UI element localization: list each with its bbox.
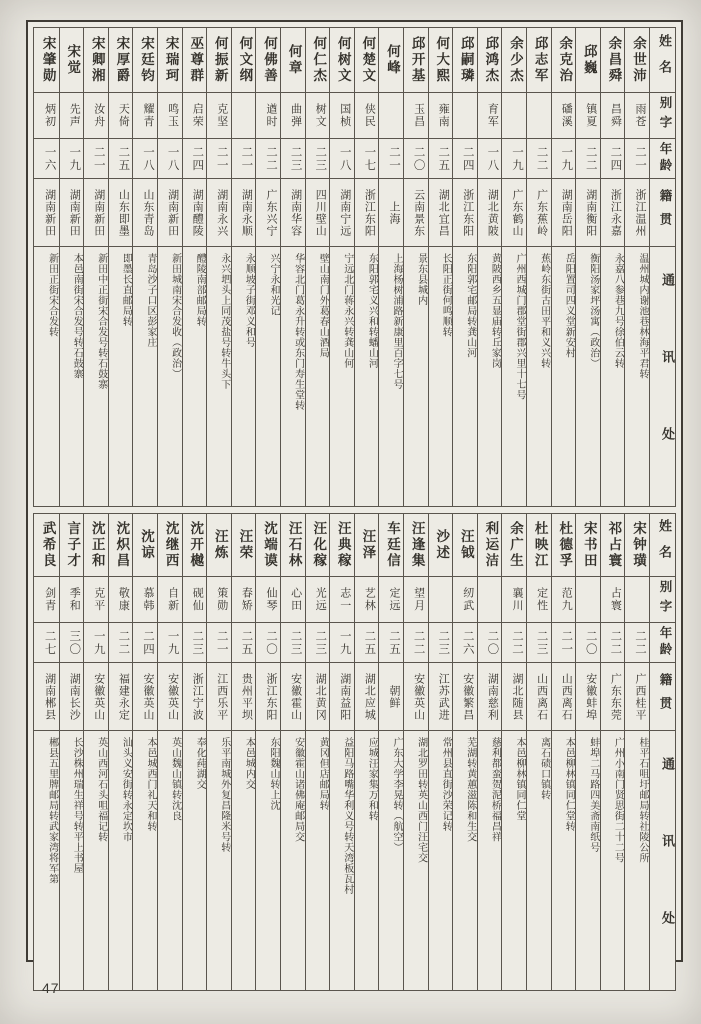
cell-age: 二三 (280, 622, 305, 662)
cell-name: 何章 (280, 28, 305, 92)
cell-native: 广东东莞 (600, 662, 625, 730)
column-header-native: 籍贯 (649, 662, 675, 730)
cell-name: 宋卿湘 (83, 28, 108, 92)
cell-age: 一八 (329, 138, 354, 178)
cell-age: 二一 (624, 138, 649, 178)
cell-zi: 心田 (280, 576, 305, 622)
cell-address: 永嘉八参巷九号徐伯云转 (600, 246, 625, 506)
cell-age: 二一 (378, 138, 403, 178)
cell-address: 应城汪家集万和转 (354, 730, 379, 990)
cell-age: 二四 (600, 138, 625, 178)
cell-address: 长沙株州瑞生祥号转平上书屋 (59, 730, 84, 990)
cell-zi: 天倚 (108, 92, 133, 138)
cell-name: 汪钺 (452, 514, 477, 576)
cell-zi (428, 576, 453, 622)
cell-native: 安徽英山 (157, 662, 182, 730)
cell-native: 湖南长沙 (59, 662, 84, 730)
cell-name: 宋廷钧 (132, 28, 157, 92)
cell-zi: 定性 (526, 576, 551, 622)
cell-native: 广东蕉岭 (526, 178, 551, 246)
cell-name: 汪荣 (231, 514, 256, 576)
cell-address: 黄冈但店邮局转 (305, 730, 330, 990)
cell-native: 江西乐平 (206, 662, 231, 730)
cell-age: 二三 (280, 138, 305, 178)
cell-zi (378, 92, 403, 138)
cell-age: 一九 (59, 138, 84, 178)
cell-native: 湖南慈利 (477, 662, 502, 730)
cell-zi: 季和 (59, 576, 84, 622)
cell-age: 二二 (255, 138, 280, 178)
cell-native: 云南景东 (403, 178, 428, 246)
cell-native: 湖南新田 (34, 178, 59, 246)
cell-name: 汪炼 (206, 514, 231, 576)
cell-native: 湖南新田 (83, 178, 108, 246)
cell-age: 一九 (551, 138, 576, 178)
cell-age: 二三 (305, 138, 330, 178)
cell-address: 蚌埠二马路四美斋南纸号 (575, 730, 600, 990)
cell-age: 二二 (403, 622, 428, 662)
cell-age: 一六 (34, 138, 59, 178)
cell-zi: 启荣 (182, 92, 207, 138)
cell-address: 益阳马路嘴华利义号转天湾板瓦村 (329, 730, 354, 990)
cell-name: 汪化稼 (305, 514, 330, 576)
cell-zi: 鸣玉 (157, 92, 182, 138)
cell-address: 东阳郭宅邮局转龚山河 (452, 246, 477, 506)
cell-zi: 雍南 (428, 92, 453, 138)
cell-name: 杜德孚 (551, 514, 576, 576)
cell-zi: 光远 (305, 576, 330, 622)
cell-name: 汪逢集 (403, 514, 428, 576)
cell-zi: 树文 (305, 92, 330, 138)
column-header-address: 通讯处 (649, 730, 675, 990)
cell-name: 沙述 (428, 514, 453, 576)
cell-age: 一九 (83, 622, 108, 662)
cell-native: 湖南新田 (59, 178, 84, 246)
cell-age: 二一 (206, 622, 231, 662)
cell-name: 宋瑞珂 (157, 28, 182, 92)
cell-native: 山西离石 (551, 662, 576, 730)
cell-zi: 镇夏 (575, 92, 600, 138)
cell-name: 言子才 (59, 514, 84, 576)
cell-age: 一九 (329, 622, 354, 662)
cell-address: 东阳郭宅义兴和转蟠山河 (354, 246, 379, 506)
cell-address: 常州县直街沙荣记转 (428, 730, 453, 990)
cell-name: 邱鸿杰 (477, 28, 502, 92)
cell-address: 蕉岭东街古田平和义兴转 (526, 246, 551, 506)
cell-name: 利运洁 (477, 514, 502, 576)
cell-name: 沈继西 (157, 514, 182, 576)
column-header-age: 年龄 (649, 622, 675, 662)
cell-name: 何楚文 (354, 28, 379, 92)
column-header-native: 籍贯 (649, 178, 675, 246)
cell-zi: 育军 (477, 92, 502, 138)
cell-zi: 仙琴 (255, 576, 280, 622)
cell-address: 慈利都蛮贺泥桥福昌祥 (477, 730, 502, 990)
cell-zi: 曲弹 (280, 92, 305, 138)
cell-address: 湖北罗田转英山西门汪宅交 (403, 730, 428, 990)
cell-address: 青岛沙子口区彭家庄 (132, 246, 157, 506)
cell-zi (575, 576, 600, 622)
column-header-zi: 别字 (649, 92, 675, 138)
cell-name: 车廷信 (378, 514, 403, 576)
cell-native: 安徽繁昌 (452, 662, 477, 730)
cell-zi (501, 92, 526, 138)
cell-name: 杜映江 (526, 514, 551, 576)
cell-address: 本邑南街宋合发号转石鼓寨 (59, 246, 84, 506)
cell-address: 广东大学李晃转（航空） (378, 730, 403, 990)
cell-age: 二〇 (477, 622, 502, 662)
cell-native: 浙江东阳 (452, 178, 477, 246)
cell-age: 二二 (526, 138, 551, 178)
cell-age: 二四 (132, 622, 157, 662)
cell-address: 岳阳置司四义堂新安村 (551, 246, 576, 506)
cell-address: 广州小南门贤思街二十二号 (600, 730, 625, 990)
cell-name: 汪泽 (354, 514, 379, 576)
cell-address: 英山西河石头咀福记转 (83, 730, 108, 990)
cell-zi: 克坚 (206, 92, 231, 138)
cell-native: 安徽英山 (403, 662, 428, 730)
cell-name: 邱巍 (575, 28, 600, 92)
cell-native: 浙江东阳 (354, 178, 379, 246)
cell-zi: 襄川 (501, 576, 526, 622)
column-header-name: 姓名 (649, 514, 675, 576)
cell-age: 一七 (354, 138, 379, 178)
cell-native: 山西离石 (526, 662, 551, 730)
cell-name: 何峰 (378, 28, 403, 92)
cell-address: 汕头义安街转永定坎市 (108, 730, 133, 990)
cell-age: 二三 (526, 622, 551, 662)
cell-age: 二五 (378, 622, 403, 662)
cell-native: 福建永定 (108, 662, 133, 730)
cell-zi: 敬康 (108, 576, 133, 622)
cell-age: 二三 (182, 622, 207, 662)
cell-zi: 炳初 (34, 92, 59, 138)
column-header-address: 通讯处 (649, 246, 675, 506)
cell-native: 湖南新田 (157, 178, 182, 246)
cell-native: 湖南宁远 (329, 178, 354, 246)
cell-native: 浙江永嘉 (600, 178, 625, 246)
cell-age: 二三 (428, 622, 453, 662)
cell-name: 余少杰 (501, 28, 526, 92)
cell-name: 宋钟璜 (624, 514, 649, 576)
cell-zi (526, 92, 551, 138)
cell-age: 二五 (428, 138, 453, 178)
cell-native: 湖北黄陂 (477, 178, 502, 246)
cell-name: 沈谅 (132, 514, 157, 576)
cell-native: 湖南郴县 (34, 662, 59, 730)
cell-zi: 遒时 (255, 92, 280, 138)
cell-name: 巫尊群 (182, 28, 207, 92)
column-header-age: 年龄 (649, 138, 675, 178)
cell-address: 本邑柳林镇同仁堂转 (551, 730, 576, 990)
cell-zi: 雨苍 (624, 92, 649, 138)
cell-address: 乐平南城外复昌隆米号转 (206, 730, 231, 990)
cell-native: 湖北随县 (501, 662, 526, 730)
cell-name: 沈炽昌 (108, 514, 133, 576)
page-number: 47 (42, 980, 60, 996)
cell-age: 二三 (305, 622, 330, 662)
cell-native: 湖南益阳 (329, 662, 354, 730)
cell-age: 二四 (182, 138, 207, 178)
cell-zi: 范九 (551, 576, 576, 622)
cell-name: 武希良 (40, 521, 56, 569)
cell-zi: 剑青 (34, 576, 59, 622)
cell-age: 二五 (231, 622, 256, 662)
cell-address: 本邑城内交 (231, 730, 256, 990)
cell-zi (477, 576, 502, 622)
cell-address: 广州西城门郡堂街郡兴里十七号 (501, 246, 526, 506)
cell-age: 二二 (600, 622, 625, 662)
cell-age: 二一 (206, 138, 231, 178)
cell-zi: 耀青 (132, 92, 157, 138)
cell-zi: 望月 (403, 576, 428, 622)
cell-address: 华容北门葛永升转或东门寿生堂转 (280, 246, 305, 506)
cell-zi: 侠民 (354, 92, 379, 138)
cell-zi: 国桢 (329, 92, 354, 138)
cell-native: 安徽英山 (132, 662, 157, 730)
cell-native: 四川壁山 (305, 178, 330, 246)
cell-zi: 砚仙 (182, 576, 207, 622)
cell-name: 宋书田 (575, 514, 600, 576)
cell-age: 二一 (231, 138, 256, 178)
cell-zi: 占寰 (600, 576, 625, 622)
cell-native: 浙江宁波 (182, 662, 207, 730)
cell-name: 沈端谟 (255, 514, 280, 576)
cell-address: 英山魏山镇转沈良 (157, 730, 182, 990)
cell-native: 湖南华容 (280, 178, 305, 246)
cell-zi: 艺林 (354, 576, 379, 622)
cell-address: 本邑柳林镇同仁堂 (501, 730, 526, 990)
cell-age: 二一 (551, 622, 576, 662)
cell-age: 一九 (157, 622, 182, 662)
cell-native: 江苏武进 (428, 662, 453, 730)
cell-native: 山东青岛 (132, 178, 157, 246)
cell-address: 本邑城西门礼天和转 (132, 730, 157, 990)
cell-age: 二一 (83, 138, 108, 178)
cell-zi: 昌舜 (600, 92, 625, 138)
cell-age: 二四 (452, 138, 477, 178)
cell-address: 温州城内谢池巷林海平君转 (624, 246, 649, 506)
cell-age: 二二 (624, 622, 649, 662)
cell-native: 安徽蚌埠 (575, 662, 600, 730)
cell-native: 湖南永兴 (206, 178, 231, 246)
cell-name: 何大熙 (428, 28, 453, 92)
cell-native: 湖南永顺 (231, 178, 256, 246)
cell-address: 兴宁永和光记 (255, 246, 280, 506)
cell-zi (231, 92, 256, 138)
cell-native: 广西桂平 (624, 662, 649, 730)
cell-native: 安徽英山 (83, 662, 108, 730)
cell-age: 一八 (477, 138, 502, 178)
cell-address: 新田城南宋合发收（政治） (157, 246, 182, 506)
directory-table-top (33, 27, 676, 507)
cell-address: 芜湖转黄蕙滋陈和生交 (452, 730, 477, 990)
cell-native: 湖南醴陵 (182, 178, 207, 246)
cell-name: 何树文 (329, 28, 354, 92)
cell-name: 余世沛 (624, 28, 649, 92)
cell-address: 新田中正街宋合发号转石鼓寨 (83, 246, 108, 506)
cell-address: 新田正街宋合发转 (34, 246, 59, 506)
cell-native: 浙江东阳 (255, 662, 280, 730)
cell-name: 邱开基 (403, 28, 428, 92)
cell-native: 山东即墨 (108, 178, 133, 246)
cell-age: 二〇 (575, 622, 600, 662)
cell-name: 余广生 (501, 514, 526, 576)
cell-address: 上海杨树浦路新康里百字七号 (378, 246, 403, 506)
cell-native: 安徽霍山 (280, 662, 305, 730)
cell-address: 桂平石咀圩邮局转社陵公所 (624, 730, 649, 990)
cell-age: 一八 (132, 138, 157, 178)
cell-native: 上海 (378, 178, 403, 246)
cell-age: 二五 (108, 138, 133, 178)
cell-zi: 志一 (329, 576, 354, 622)
cell-name: 沈开樾 (182, 514, 207, 576)
cell-age: 二五 (354, 622, 379, 662)
cell-name: 何佛善 (255, 28, 280, 92)
cell-address: 黄陂西乡五显庙转丘家岗 (477, 246, 502, 506)
cell-zi (624, 576, 649, 622)
cell-zi: 先声 (59, 92, 84, 138)
cell-address: 永兴垇头上同茂盐号转牛头下 (206, 246, 231, 506)
cell-address: 壁山南门外葛春山酒局 (305, 246, 330, 506)
cell-age: 二六 (452, 622, 477, 662)
cell-name: 祁占寰 (600, 514, 625, 576)
cell-name: 邱志军 (526, 28, 551, 92)
cell-address: 醴陵南部邮局转 (182, 246, 207, 506)
cell-zi: 克平 (83, 576, 108, 622)
cell-zi: 定远 (378, 576, 403, 622)
cell-name: 宋觉 (59, 28, 84, 92)
cell-age: 二七 (34, 622, 59, 662)
cell-native: 广东鹤山 (501, 178, 526, 246)
cell-name: 宋厚爵 (108, 28, 133, 92)
cell-address: 奉化莼湖交 (182, 730, 207, 990)
cell-zi: 自新 (157, 576, 182, 622)
cell-native: 湖北应城 (354, 662, 379, 730)
directory-table-bottom (33, 513, 676, 991)
cell-native: 广东兴宁 (255, 178, 280, 246)
column-header-name: 姓名 (649, 28, 675, 92)
cell-zi: 纫武 (452, 576, 477, 622)
cell-name: 何振新 (206, 28, 231, 92)
cell-native: 湖南岳阳 (551, 178, 576, 246)
cell-name: 何文纲 (231, 28, 256, 92)
cell-address: 安徽霍山诸佛庵邮局交 (280, 730, 305, 990)
cell-age: 一八 (157, 138, 182, 178)
cell-zi: 慕韩 (132, 576, 157, 622)
cell-zi: 春矫 (231, 576, 256, 622)
cell-name: 宋肇勋 (40, 36, 56, 84)
cell-name: 汪典稼 (329, 514, 354, 576)
cell-age: 三〇 (59, 622, 84, 662)
cell-age: 二〇 (403, 138, 428, 178)
cell-native: 浙江温州 (624, 178, 649, 246)
cell-address: 宁远北门蒋永兴转龚山何 (329, 246, 354, 506)
cell-age: 一九 (501, 138, 526, 178)
cell-address: 长阳正街何鸣顺转 (428, 246, 453, 506)
cell-zi: 策勋 (206, 576, 231, 622)
cell-zi: 磻溪 (551, 92, 576, 138)
cell-name: 汪石林 (280, 514, 305, 576)
cell-address: 离石碛口镇转 (526, 730, 551, 990)
cell-native: 湖北宜昌 (428, 178, 453, 246)
cell-address: 即墨长直邮局转 (108, 246, 133, 506)
cell-address: 郴县五里牌邮局转武家湾将军第 (34, 730, 59, 990)
cell-address: 永顺坡子街邓义和号 (231, 246, 256, 506)
cell-address: 衡阳汤家坪汤寓（政治） (575, 246, 600, 506)
cell-age: 二二 (108, 622, 133, 662)
column-header-zi: 别字 (649, 576, 675, 622)
cell-address: 景东县城内 (403, 246, 428, 506)
cell-zi: 玉昌 (403, 92, 428, 138)
cell-name: 余克治 (551, 28, 576, 92)
cell-age: 二二 (575, 138, 600, 178)
cell-native: 朝鲜 (378, 662, 403, 730)
cell-name: 余昌舜 (600, 28, 625, 92)
cell-age: 二〇 (255, 622, 280, 662)
cell-native: 湖北黄冈 (305, 662, 330, 730)
cell-address: 东阳魏山转上沈 (255, 730, 280, 990)
cell-name: 何仁杰 (305, 28, 330, 92)
cell-native: 贵州平坝 (231, 662, 256, 730)
cell-zi (452, 92, 477, 138)
cell-age: 二二 (501, 622, 526, 662)
cell-name: 邱嗣璘 (452, 28, 477, 92)
cell-name: 沈正和 (83, 514, 108, 576)
cell-zi: 汝舟 (83, 92, 108, 138)
cell-native: 湖南衡阳 (575, 178, 600, 246)
